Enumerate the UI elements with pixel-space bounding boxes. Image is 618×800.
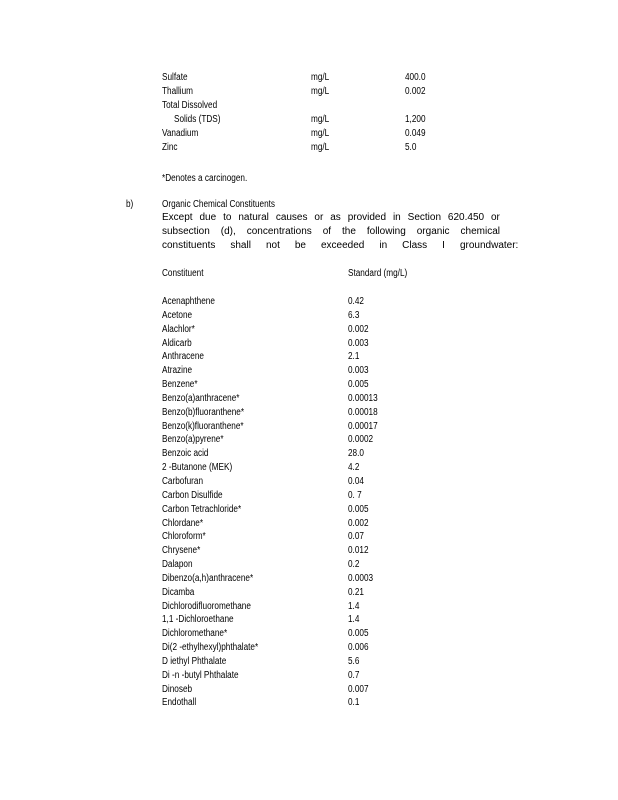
- paragraph-word: chemical: [460, 226, 500, 237]
- paragraph-word: in: [392, 212, 401, 223]
- paragraph-word: to: [223, 212, 232, 223]
- constituent-name: Dibenzo(a,h)anthracene*: [162, 572, 254, 584]
- paragraph-word: organic: [416, 226, 450, 237]
- constituent-name: 1,1 -Dichloroethane: [162, 614, 234, 626]
- constituent-name: Acenaphthene: [162, 296, 215, 307]
- constituent-unit: mg/L: [311, 114, 330, 125]
- constituent-name: Vanadium: [162, 128, 199, 139]
- constituent-value: 5.0: [405, 142, 417, 153]
- paragraph-word: of: [322, 226, 332, 237]
- constituent-value: 400.0: [405, 72, 426, 83]
- paragraph-word: Section: [407, 212, 442, 223]
- constituent-name: D iethyl Phthalate: [162, 655, 227, 667]
- standard-value: 0.005: [348, 628, 369, 640]
- paragraph-line: [162, 239, 519, 253]
- paragraph-word: or: [490, 212, 500, 223]
- constituent-name: Carbofuran: [162, 475, 204, 487]
- table-row: [0, 141, 618, 155]
- paragraph-word: subsection: [162, 226, 210, 237]
- paragraph-word: following: [366, 226, 406, 237]
- table-row: [0, 323, 618, 337]
- column-header-constituent: Constituent: [162, 268, 204, 279]
- constituent-name: Benzo(k)fluoranthene*: [162, 420, 244, 432]
- section-title: Organic Chemical Constituents: [162, 199, 276, 210]
- paragraph-word: Except: [162, 212, 193, 223]
- table-row: [0, 655, 618, 669]
- table-row: [0, 461, 618, 475]
- constituent-name: Benzo(a)pyrene*: [162, 434, 224, 446]
- table-row: [0, 503, 618, 517]
- standard-value: 0.04: [348, 475, 364, 487]
- standard-value: 0.002: [348, 517, 369, 529]
- table-row: [0, 613, 618, 627]
- constituent-name: Dinoseb: [162, 683, 193, 695]
- constituent-name: Dichloromethane*: [162, 628, 228, 640]
- paragraph-word: or: [314, 212, 324, 223]
- paragraph-word: I: [442, 240, 445, 251]
- standard-value: 0.002: [348, 323, 369, 335]
- standard-value: 4.2: [348, 462, 360, 474]
- table-row: [0, 641, 618, 655]
- table-row: [0, 350, 618, 364]
- table-row: [0, 309, 618, 323]
- constituent-name: Aldicarb: [162, 337, 192, 349]
- table-row: [0, 337, 618, 351]
- standard-value: 5.6: [348, 655, 360, 667]
- standard-value: 28.0: [348, 448, 364, 460]
- constituent-name: Carbon Disulfide: [162, 489, 223, 501]
- table-row: [0, 627, 618, 641]
- table-row: [0, 433, 618, 447]
- constituent-name: Benzo(a)anthracene*: [162, 392, 240, 404]
- table-row: [0, 406, 618, 420]
- constituent-name: Dicamba: [162, 586, 195, 598]
- paragraph-word: exceeded: [320, 240, 365, 251]
- constituent-name: Solids (TDS): [174, 114, 221, 125]
- constituent-name: Sulfate: [162, 72, 188, 83]
- column-header-standard: Standard (mg/L): [348, 268, 408, 279]
- paragraph-line: [162, 211, 500, 225]
- constituent-name: Di(2 -ethylhexyl)phthalate*: [162, 642, 259, 654]
- paragraph-line: [162, 225, 500, 239]
- table-row: [0, 420, 618, 434]
- constituent-name: Thallium: [162, 86, 193, 97]
- constituent-name: Alachlor*: [162, 323, 195, 335]
- paragraph-word: shall: [230, 240, 251, 251]
- paragraph-word: the: [342, 226, 356, 237]
- paragraph-word: in: [379, 240, 388, 251]
- constituent-name: Dichlorodifluoromethane: [162, 600, 251, 612]
- table-row: [0, 295, 618, 309]
- table-row: [0, 475, 618, 489]
- table-row: [0, 85, 618, 99]
- table-row: [0, 127, 618, 141]
- standard-value: 0.21: [348, 586, 364, 598]
- constituent-unit: mg/L: [311, 72, 330, 83]
- constituent-name: Di -n -butyl Phthalate: [162, 669, 239, 681]
- constituent-name: Zinc: [162, 142, 178, 153]
- table-row: [0, 683, 618, 697]
- standard-value: 2.1: [348, 351, 360, 363]
- paragraph-word: provided: [347, 212, 387, 223]
- paragraph-word: due: [199, 212, 217, 223]
- standard-value: 0.00013: [348, 392, 378, 404]
- standard-value: 0.00017: [348, 420, 378, 432]
- standard-value: 0.2: [348, 559, 360, 571]
- table-row: [0, 558, 618, 572]
- carcinogen-note: *Denotes a carcinogen.: [162, 173, 248, 184]
- standard-value: 0.1: [348, 697, 360, 709]
- paragraph-word: natural: [238, 212, 269, 223]
- section-label: b): [126, 199, 134, 210]
- table-row: [0, 517, 618, 531]
- table-row: [0, 530, 618, 544]
- standard-value: 0.005: [348, 503, 369, 515]
- constituent-name: Total Dissolved: [162, 100, 218, 111]
- constituent-unit: mg/L: [311, 128, 330, 139]
- constituent-name: Benzene*: [162, 379, 198, 391]
- standard-value: 0.006: [348, 642, 369, 654]
- paragraph-word: not: [265, 240, 280, 251]
- paragraph-word: concentrations: [246, 226, 312, 237]
- constituent-name: Chloroform*: [162, 531, 206, 543]
- table-row: [0, 544, 618, 558]
- standard-value: 0.0002: [348, 434, 374, 446]
- constituent-unit: mg/L: [311, 86, 330, 97]
- constituent-name: Carbon Tetrachloride*: [162, 503, 242, 515]
- constituent-name: Atrazine: [162, 365, 193, 377]
- standard-value: 6.3: [348, 309, 360, 321]
- paragraph-word: causes: [275, 212, 308, 223]
- standard-value: 0.003: [348, 337, 369, 349]
- table-row: [0, 572, 618, 586]
- table-row: [0, 696, 618, 710]
- constituent-name: Dalapon: [162, 559, 193, 571]
- standard-value: 1.4: [348, 614, 360, 626]
- table-row: [0, 669, 618, 683]
- standard-value: 1.4: [348, 600, 360, 612]
- table-row: [0, 392, 618, 406]
- constituent-value: 0.049: [405, 128, 426, 139]
- standard-value: 0.003: [348, 365, 369, 377]
- table-row: [0, 489, 618, 503]
- constituent-name: Anthracene: [162, 351, 204, 363]
- standard-value: 0.42: [348, 296, 364, 307]
- paragraph-word: be: [294, 240, 306, 251]
- standard-value: 0. 7: [348, 489, 362, 501]
- table-row: [0, 586, 618, 600]
- standard-value: 0.005: [348, 379, 369, 391]
- paragraph-word: Class: [402, 240, 428, 251]
- constituent-name: Benzo(b)fluoranthene*: [162, 406, 245, 418]
- organic-constituents-table: [0, 295, 618, 710]
- standard-value: 0.0003: [348, 572, 374, 584]
- standard-value: 0.07: [348, 531, 364, 543]
- constituent-name: Chlordane*: [162, 517, 204, 529]
- standard-value: 0.00018: [348, 406, 378, 418]
- table-row: [0, 71, 618, 85]
- table-row: [0, 364, 618, 378]
- constituent-name: Benzoic acid: [162, 448, 209, 460]
- constituent-value: 1,200: [405, 114, 426, 125]
- constituent-unit: mg/L: [311, 142, 330, 153]
- table-row: [0, 99, 618, 113]
- paragraph-word: as: [330, 212, 341, 223]
- standard-value: 0.007: [348, 683, 369, 695]
- paragraph-word: groundwater:: [459, 240, 519, 251]
- table-row: [0, 378, 618, 392]
- section-paragraph: [162, 211, 519, 253]
- paragraph-word: constituents: [162, 240, 216, 251]
- table-row: [0, 113, 618, 127]
- paragraph-word: 620.450: [447, 212, 485, 223]
- constituent-value: 0.002: [405, 86, 426, 97]
- standard-value: 0.012: [348, 545, 369, 557]
- table-row: [0, 447, 618, 461]
- constituent-name: Chrysene*: [162, 545, 201, 557]
- paragraph-word: (d),: [220, 226, 236, 237]
- constituent-name: Acetone: [162, 309, 193, 321]
- table-row: [0, 600, 618, 614]
- constituent-name: 2 -Butanone (MEK): [162, 462, 233, 474]
- constituent-name: Endothall: [162, 697, 197, 709]
- standard-value: 0.7: [348, 669, 360, 681]
